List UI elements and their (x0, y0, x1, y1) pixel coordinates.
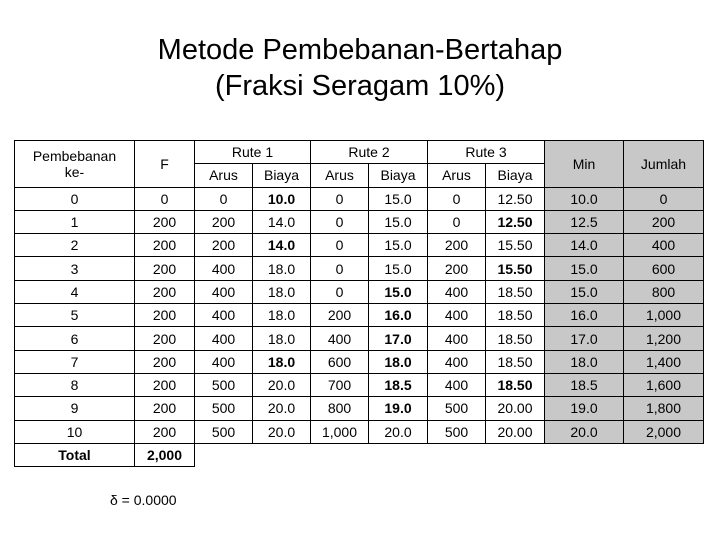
total-row-empty (428, 443, 486, 466)
cell-jml: 200 (624, 210, 704, 233)
cell-k: 9 (15, 397, 135, 420)
cell-a1: 400 (195, 280, 253, 303)
delta-value: 0.0000 (133, 492, 177, 508)
cell-k: 10 (15, 420, 135, 443)
header-biaya-1: Biaya (253, 164, 311, 187)
cell-a3: 0 (428, 187, 486, 210)
cell-min: 15.0 (545, 257, 624, 280)
cell-jml: 1,400 (624, 350, 704, 373)
table-row (15, 210, 704, 233)
cell-jml: 1,200 (624, 327, 704, 350)
cell-b2: 19.0 (369, 397, 428, 420)
cell-f: 200 (135, 210, 195, 233)
cell-b2: 17.0 (369, 327, 428, 350)
table-row (15, 234, 704, 257)
cell-k: 4 (15, 280, 135, 303)
cell-min: 15.0 (545, 280, 624, 303)
cell-b3: 20.00 (486, 397, 545, 420)
cell-f: 200 (135, 234, 195, 257)
table-row (15, 350, 704, 373)
cell-min: 19.0 (545, 397, 624, 420)
cell-f: 200 (135, 373, 195, 396)
table-row (15, 257, 704, 280)
cell-b2: 18.5 (369, 373, 428, 396)
cell-min: 10.0 (545, 187, 624, 210)
cell-b2: 16.0 (369, 304, 428, 327)
cell-b2: 15.0 (369, 210, 428, 233)
cell-b2: 18.0 (369, 350, 428, 373)
cell-min: 14.0 (545, 234, 624, 257)
cell-min: 18.0 (545, 350, 624, 373)
cell-b3: 12.50 (486, 187, 545, 210)
cell-a3: 200 (428, 234, 486, 257)
cell-b3: 18.50 (486, 304, 545, 327)
cell-jml: 400 (624, 234, 704, 257)
cell-jml: 1,800 (624, 397, 704, 420)
cell-k: 2 (15, 234, 135, 257)
cell-k: 7 (15, 350, 135, 373)
table-row (15, 304, 704, 327)
cell-a2: 200 (311, 304, 369, 327)
total-row-empty (311, 443, 369, 466)
cell-a3: 400 (428, 327, 486, 350)
cell-b3: 18.50 (486, 373, 545, 396)
cell-f: 200 (135, 350, 195, 373)
cell-a1: 500 (195, 373, 253, 396)
cell-f: 200 (135, 304, 195, 327)
cell-jml: 1,000 (624, 304, 704, 327)
cell-f: 200 (135, 397, 195, 420)
cell-a1: 500 (195, 397, 253, 420)
header-biaya-3: Biaya (486, 164, 545, 187)
table-row (15, 373, 704, 396)
cell-min: 17.0 (545, 327, 624, 350)
cell-k: 1 (15, 210, 135, 233)
cell-b2: 15.0 (369, 280, 428, 303)
title-line-1: Metode Pembebanan-Bertahap (157, 34, 563, 66)
cell-f: 200 (135, 257, 195, 280)
cell-b1: 10.0 (253, 187, 311, 210)
cell-a3: 400 (428, 304, 486, 327)
cell-a1: 400 (195, 257, 253, 280)
table-row (15, 280, 704, 303)
total-row-empty (545, 443, 624, 466)
cell-k: 6 (15, 327, 135, 350)
total-row-empty (195, 443, 253, 466)
cell-a1: 400 (195, 304, 253, 327)
cell-min: 18.5 (545, 373, 624, 396)
cell-k: 3 (15, 257, 135, 280)
cell-f: 0 (135, 187, 195, 210)
header-min: Min (545, 141, 624, 188)
cell-f: 200 (135, 327, 195, 350)
total-row (15, 443, 704, 466)
cell-jml: 0 (624, 187, 704, 210)
cell-b3: 12.50 (486, 210, 545, 233)
cell-a2: 700 (311, 373, 369, 396)
header-row-1 (15, 141, 704, 164)
cell-a2: 0 (311, 257, 369, 280)
cell-a3: 400 (428, 373, 486, 396)
cell-b1: 20.0 (253, 397, 311, 420)
cell-b1: 20.0 (253, 420, 311, 443)
cell-min: 16.0 (545, 304, 624, 327)
cell-a3: 500 (428, 420, 486, 443)
header-rute-1: Rute 1 (195, 141, 311, 164)
cell-min: 12.5 (545, 210, 624, 233)
table-row (15, 327, 704, 350)
cell-b1: 18.0 (253, 350, 311, 373)
header-arus-1: Arus (195, 164, 253, 187)
title-line-2: (Fraksi Seragam 10%) (214, 70, 506, 102)
cell-a3: 400 (428, 350, 486, 373)
header-pembebanan-line1: Pembebanan (32, 147, 117, 164)
cell-k: 5 (15, 304, 135, 327)
cell-a2: 0 (311, 280, 369, 303)
cell-a1: 200 (195, 210, 253, 233)
cell-b3: 18.50 (486, 280, 545, 303)
cell-b2: 15.0 (369, 187, 428, 210)
cell-a3: 500 (428, 397, 486, 420)
header-pembebanan (15, 141, 135, 188)
table-row (15, 187, 704, 210)
header-arus-2: Arus (311, 164, 369, 187)
cell-a2: 600 (311, 350, 369, 373)
cell-b1: 18.0 (253, 304, 311, 327)
cell-a2: 0 (311, 234, 369, 257)
cell-min: 20.0 (545, 420, 624, 443)
cell-b3: 18.50 (486, 350, 545, 373)
cell-a2: 1,000 (311, 420, 369, 443)
cell-a2: 0 (311, 187, 369, 210)
cell-b1: 18.0 (253, 327, 311, 350)
header-rute-3: Rute 3 (428, 141, 545, 164)
cell-a1: 400 (195, 350, 253, 373)
total-row-empty (253, 443, 311, 466)
delta-symbol: δ = (110, 492, 130, 508)
total-label: Total (15, 443, 135, 466)
cell-a3: 200 (428, 257, 486, 280)
total-value: 2,000 (135, 443, 195, 466)
cell-a1: 200 (195, 234, 253, 257)
cell-b1: 14.0 (253, 234, 311, 257)
total-row-empty (486, 443, 545, 466)
table-row (15, 420, 704, 443)
cell-a1: 400 (195, 327, 253, 350)
cell-jml: 800 (624, 280, 704, 303)
cell-f: 200 (135, 280, 195, 303)
header-arus-3: Arus (428, 164, 486, 187)
cell-a3: 0 (428, 210, 486, 233)
cell-a2: 400 (311, 327, 369, 350)
cell-f: 200 (135, 420, 195, 443)
cell-b3: 20.00 (486, 420, 545, 443)
cell-a2: 0 (311, 210, 369, 233)
header-biaya-2: Biaya (369, 164, 428, 187)
cell-a1: 0 (195, 187, 253, 210)
cell-k: 8 (15, 373, 135, 396)
cell-b2: 20.0 (369, 420, 428, 443)
cell-b1: 18.0 (253, 257, 311, 280)
cell-a2: 800 (311, 397, 369, 420)
cell-b3: 15.50 (486, 234, 545, 257)
header-jumlah: Jumlah (624, 141, 704, 188)
total-row-empty (369, 443, 428, 466)
cell-b3: 18.50 (486, 327, 545, 350)
cell-b1: 18.0 (253, 280, 311, 303)
cell-b3: 15.50 (486, 257, 545, 280)
cell-jml: 2,000 (624, 420, 704, 443)
table-body (15, 141, 704, 467)
cell-b2: 15.0 (369, 234, 428, 257)
slide-title (0, 32, 720, 104)
cell-b1: 14.0 (253, 210, 311, 233)
cell-a1: 500 (195, 420, 253, 443)
delta-line (110, 492, 177, 508)
cell-jml: 1,600 (624, 373, 704, 396)
cell-b2: 15.0 (369, 257, 428, 280)
cell-k: 0 (15, 187, 135, 210)
table-row (15, 397, 704, 420)
header-rute-2: Rute 2 (311, 141, 428, 164)
cell-jml: 600 (624, 257, 704, 280)
total-row-empty (624, 443, 704, 466)
header-f: F (135, 141, 195, 188)
cell-b1: 20.0 (253, 373, 311, 396)
cell-a3: 400 (428, 280, 486, 303)
loading-table (14, 140, 704, 467)
header-pembebanan-line2: ke- (64, 163, 85, 180)
